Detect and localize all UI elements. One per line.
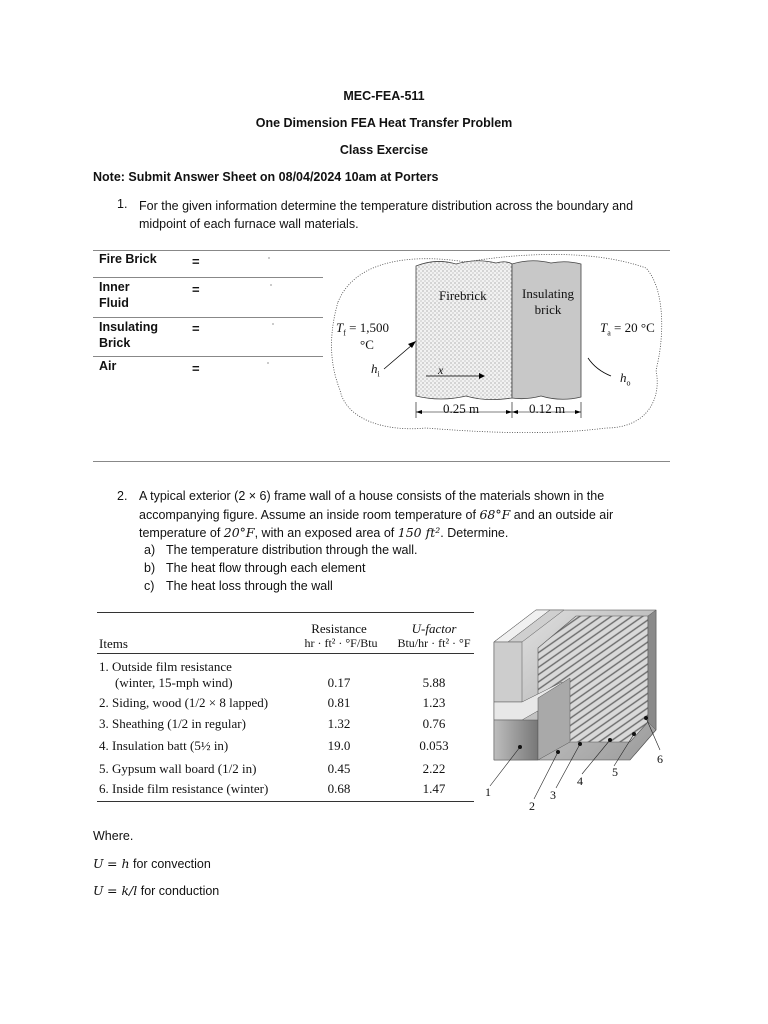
col-header-items: Items (99, 636, 128, 651)
callout-dot (608, 738, 612, 742)
q1-number: 1. (117, 197, 128, 211)
dim-arrow (575, 410, 581, 414)
row-air-eq: = (192, 361, 200, 376)
callout-dot (644, 716, 648, 720)
firebrick-layer (416, 261, 512, 400)
firebrick-label: Firebrick (439, 288, 487, 303)
q2-text-part: , with an exposed area of (254, 526, 398, 540)
q2-part-b-label: b) (144, 561, 156, 575)
callout-label-3: 3 (550, 788, 556, 802)
q2-text-part: A typical exterior (2 (139, 489, 249, 503)
dim-arrow (512, 410, 518, 414)
gypsum-edge (648, 610, 656, 730)
exposed-area: 150 ft² (397, 525, 441, 540)
h-expression: = h (107, 856, 130, 871)
insulating-brick-label: Insulating brick (522, 286, 574, 317)
ufactor-value: 2.22 (422, 761, 446, 776)
tf-value: = 1,500 (345, 320, 389, 335)
q2-text-line3 (139, 525, 508, 540)
table-row (99, 738, 479, 758)
q2-text-part: accompanying figure. Assume an inside room temperature of (139, 508, 480, 522)
q2-text-line2 (139, 507, 613, 522)
siding-lower (494, 720, 538, 760)
firebrick-thickness: 0.25 m (443, 401, 480, 416)
convection-text: for convection (129, 857, 211, 871)
tf-subscript: f (343, 328, 346, 338)
outer-temperature-label (600, 320, 655, 338)
ufactor-value: 5.88 (422, 675, 446, 690)
q2-part-c-label: c) (144, 579, 155, 593)
q2-text-line1 (139, 489, 604, 503)
ta-subscript: a (607, 328, 611, 338)
ta-symbol: T (600, 320, 608, 335)
course-code: MEC-FEA-511 (343, 89, 425, 103)
q2-text-part: . Determine. (440, 526, 509, 540)
insulating-thickness: 0.12 m (529, 401, 566, 416)
inner-temperature-unit: °C (360, 337, 374, 352)
siding-upper (494, 642, 522, 702)
ufactor-value: 1.23 (422, 695, 446, 710)
row-air-label: Air (99, 359, 117, 373)
q1-bottom-rule (93, 461, 670, 462)
row-inner-fluid-eq: = (192, 282, 200, 297)
item-name-continued: (winter, 15-mph wind) (115, 675, 233, 690)
x-label: x (438, 363, 444, 377)
hi-label (371, 361, 380, 379)
tf-symbol: T (336, 320, 344, 335)
table-row (99, 716, 479, 736)
row-insulating-brick-eq: = (192, 321, 200, 336)
resistance-value: 0.17 (327, 675, 351, 690)
u-symbol: U (93, 883, 104, 898)
row-fire-brick-eq: = (192, 254, 200, 269)
resistance-value: 0.68 (327, 781, 351, 796)
table-top-rule (97, 612, 474, 613)
q2-number: 2. (117, 489, 128, 503)
q2-text-part: temperature of (139, 526, 224, 540)
callout-dot (518, 745, 522, 749)
table-row (99, 695, 479, 715)
col-header-ufactor-unit: Btu/hr · ft² · °F (397, 636, 471, 650)
table-header-rule (97, 653, 474, 654)
ho-label (620, 370, 631, 388)
table-bottom-rule (97, 801, 474, 802)
row-divider (93, 317, 323, 318)
resistance-value: 0.81 (327, 695, 351, 710)
callout-dot (556, 750, 560, 754)
resistance-value: 0.45 (327, 761, 351, 776)
callout-label-5: 5 (612, 765, 618, 779)
ho-subscript: o (626, 378, 631, 388)
q2-part-b-text: The heat flow through each element (166, 561, 366, 575)
row-air-answer-blank[interactable] (267, 362, 269, 364)
table-row (99, 761, 479, 781)
row-divider (93, 277, 323, 278)
ta-value: = 20 °C (610, 320, 655, 335)
furnace-wall-diagram (326, 250, 666, 440)
q1-text: For the given information determine the temperature distribution across the boundary and midpoint of each furnace wall materials. (139, 199, 634, 231)
conduction-text: for conduction (137, 884, 220, 898)
hi-symbol: h (371, 361, 378, 376)
q2-text-part: × 6) frame wall of a house consists of the materials shown in the (248, 489, 605, 503)
row-fire-brick-label: Fire Brick (99, 252, 157, 266)
convection-equation (93, 856, 211, 871)
dim-arrow (506, 410, 512, 414)
q2-part-a-label: a) (144, 543, 156, 557)
item-name: 5. Gypsum wall board (1/2 in) (99, 761, 257, 776)
page-subtitle: Class Exercise (339, 143, 429, 157)
row-inner-fluid-label: Inner Fluid (99, 280, 130, 310)
item-name: 1. Outside film resistance (99, 659, 232, 674)
item-name: 4. Insulation batt (5½ in) (99, 738, 229, 753)
q2-part-c-text: The heat loss through the wall (166, 579, 333, 593)
where-label: Where. (93, 829, 134, 843)
hi-subscript: i (377, 369, 380, 379)
ufactor-value: 0.053 (419, 738, 449, 753)
table-row (99, 675, 479, 695)
inner-temperature-label (336, 320, 389, 338)
insulating-brick-layer (512, 261, 581, 400)
kl-expression: = k/l (107, 883, 138, 898)
callout-label-1: 1 (485, 785, 491, 799)
furnace-wall-figure (326, 250, 666, 440)
resistance-value: 19.0 (327, 738, 351, 753)
row-insulating-brick-label: Insulating Brick (99, 320, 159, 350)
col-header-resistance: Resistance (311, 621, 367, 636)
dim-arrow (416, 410, 422, 414)
q2-text-part: and an outside air (510, 508, 614, 522)
submission-note: Note: Submit Answer Sheet on 08/04/2024 10am at Porters (93, 170, 439, 184)
resistance-value: 1.32 (327, 716, 351, 731)
outside-temperature: 20°F (223, 525, 255, 540)
u-symbol: U (93, 856, 104, 871)
callout-dot (632, 732, 636, 736)
item-name: 6. Inside film resistance (winter) (99, 781, 269, 796)
q2-part-a-text: The temperature distribution through the wall. (166, 543, 418, 557)
ufactor-value: 0.76 (422, 716, 446, 731)
ufactor-value: 1.47 (422, 781, 446, 796)
row-divider (93, 356, 323, 357)
row-insulating-brick-answer-blank[interactable] (272, 323, 274, 325)
item-name: 2. Siding, wood (1/2 × 8 lapped) (99, 695, 269, 710)
callout-dot (578, 742, 582, 746)
inside-temperature: 68°F (479, 507, 511, 522)
col-header-ufactor: U-factor (411, 621, 457, 636)
ho-leader (588, 358, 611, 376)
hi-arrow (384, 345, 412, 369)
row-inner-fluid-answer-blank[interactable] (270, 284, 272, 286)
table-row (99, 781, 479, 801)
page-title: One Dimension FEA Heat Transfer Problem (255, 116, 513, 130)
row-fire-brick-answer-blank[interactable] (268, 257, 270, 259)
callout-label-2: 2 (529, 799, 535, 813)
wall-cutaway-figure (480, 602, 676, 818)
item-name: 3. Sheathing (1/2 in regular) (99, 716, 246, 731)
col-header-resistance-unit: hr · ft² · °F/Btu (304, 636, 378, 650)
ho-symbol: h (620, 370, 627, 385)
callout-label-6: 6 (657, 752, 663, 766)
callout-label-4: 4 (577, 774, 583, 788)
conduction-equation (93, 883, 219, 898)
